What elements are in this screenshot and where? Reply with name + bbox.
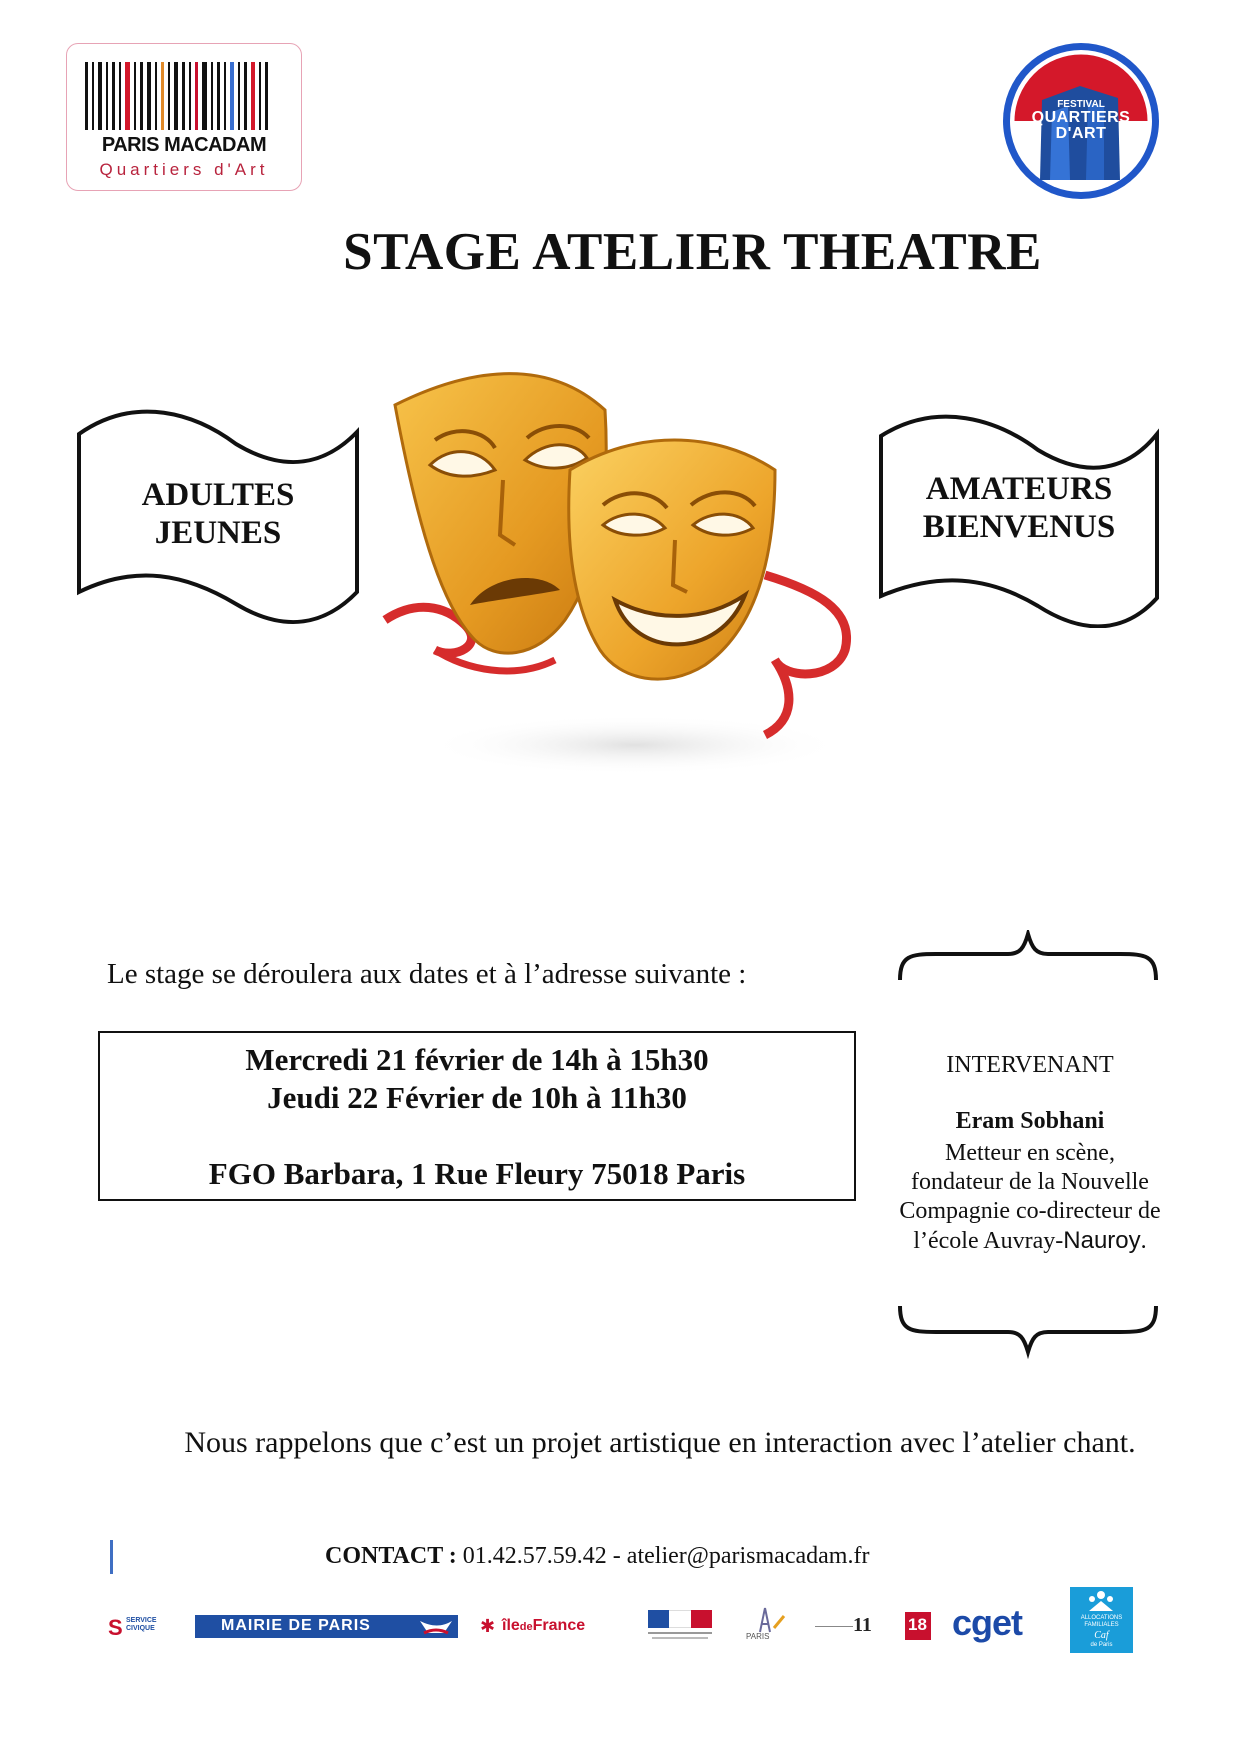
intervenant-desc-line: Compagnie co-directeur de: [899, 1198, 1161, 1224]
schedule-box: [98, 1031, 856, 1201]
paris-text: PARIS: [746, 1632, 770, 1641]
star-icon: ✱: [480, 1616, 496, 1636]
barcode-bar: [224, 62, 226, 130]
republique-francaise-logo: [648, 1610, 712, 1644]
barcode-bar: [168, 62, 170, 130]
caf-text: FAMILIALES: [1084, 1622, 1119, 1628]
barcode-bar: [230, 62, 234, 130]
banner-right-line2: BIENVENUS: [922, 509, 1116, 545]
banner-right-line1: AMATEURS: [925, 471, 1113, 507]
barcode-bar: [259, 62, 261, 130]
divider-mark: [110, 1540, 113, 1574]
barcode-bar: [112, 62, 115, 130]
barcode-bar: [238, 62, 240, 130]
intervenant-name: Eram Sobhani: [955, 1108, 1105, 1134]
brace-bottom-icon: [896, 1300, 1160, 1360]
banner-left-line2: JEUNES: [154, 515, 282, 551]
festival-small-text: FESTIVAL: [1057, 99, 1105, 110]
barcode-bar: [125, 62, 130, 130]
caf-text: de Paris: [1090, 1642, 1113, 1648]
reminder-text: Nous rappelons que c’est un projet artistique en interaction avec l’atelier chant.: [184, 1426, 1136, 1459]
address: FGO Barbara, 1 Rue Fleury 75018 Paris: [208, 1156, 746, 1191]
intervenant-desc-line: fondateur de la Nouvelle: [911, 1169, 1149, 1195]
intervenant-desc-part: .: [1140, 1228, 1147, 1254]
page-title: STAGE ATELIER THEATRE: [343, 223, 1042, 281]
intervenant-heading: INTERVENANT: [946, 1052, 1114, 1078]
caf-text: Caf: [1094, 1630, 1109, 1641]
festival-line2: D'ART: [1055, 125, 1107, 142]
barcode-bar: [265, 62, 268, 130]
date-1: Mercredi 21 février de 14h à 15h30: [245, 1042, 709, 1077]
banner-right: [878, 410, 1160, 628]
mairie-18-logo: [905, 1612, 931, 1640]
festival-logo: [1000, 40, 1162, 202]
barcode-bar: [251, 62, 255, 130]
paris-macadam-name: PARIS MACADAM: [101, 134, 267, 156]
mairie-de-paris-logo: [195, 1615, 458, 1638]
caf-family-icon: [1086, 1589, 1116, 1613]
paris-macadam-subtitle: Quartiers d'Art: [99, 160, 269, 179]
paris-macadam-logo: [66, 43, 302, 191]
banner-left-line1: ADULTES: [141, 477, 295, 513]
contact-line: [325, 1543, 869, 1570]
ship-icon: [418, 1617, 454, 1637]
cget-logo: [952, 1602, 1052, 1642]
intervenant-desc-line: Metteur en scène,: [945, 1140, 1115, 1166]
barcode-bar: [244, 62, 247, 130]
barcode-bar: [155, 62, 157, 130]
barcode-bar: [85, 62, 88, 130]
barcode-bar: [134, 62, 136, 130]
festival-line1: QUARTIERS: [1031, 109, 1131, 126]
ile-de-france-logo: [480, 1616, 615, 1638]
barcode-bar: [161, 62, 164, 130]
barcode-bar: [217, 62, 220, 130]
barcode-bar: [202, 62, 207, 130]
service-civique-text: SERVICE CIVIQUE: [126, 1617, 157, 1632]
barcode-bar: [106, 62, 108, 130]
date-2: Jeudi 22 Février de 10h à 11h30: [267, 1080, 687, 1115]
mairie-18-text: 18: [908, 1615, 927, 1634]
paris-city-logo: [740, 1606, 790, 1646]
idf-part: île: [502, 1617, 520, 1634]
schedule-intro: Le stage se déroulera aux dates et à l’adresse suivante :: [107, 958, 747, 990]
theatre-masks: [375, 360, 875, 800]
caf-logo: [1070, 1587, 1133, 1653]
barcode-bar: [189, 62, 191, 130]
mairie-11-text: 11: [853, 1614, 872, 1636]
paris-tower-icon: [740, 1606, 790, 1634]
intervenant-desc-part: l’école Auvray-: [913, 1228, 1064, 1254]
intervenant-description: [880, 1139, 1180, 1256]
cget-text: cget: [952, 1602, 1023, 1643]
barcode-bar: [195, 62, 198, 130]
banner-left: [76, 404, 360, 624]
barcode-bar: [174, 62, 178, 130]
barcode-bar: [140, 62, 143, 130]
festival-main-text: [1020, 110, 1142, 142]
contact-phone[interactable]: 01.42.57.59.42: [462, 1543, 607, 1569]
barcode-bar: [182, 62, 185, 130]
intervenant-desc-part: Nauroy: [1063, 1227, 1141, 1254]
intervenant-desc-line: [880, 1226, 1180, 1256]
mairie-de-paris-text: MAIRIE DE PARIS: [221, 1617, 371, 1634]
barcode-bar: [211, 62, 213, 130]
barcode-bar: [147, 62, 151, 130]
service-civique-logo: S SERVICE CIVIQUE: [108, 1615, 180, 1641]
barcode-bar: [98, 62, 102, 130]
caf-text: ALLOCATIONS: [1080, 1615, 1123, 1621]
idf-part: de: [519, 1621, 533, 1633]
mairie-11-logo: [815, 1614, 877, 1638]
contact-label: CONTACT :: [325, 1543, 457, 1569]
contact-separator: -: [612, 1543, 621, 1569]
theatre-masks-icon: [375, 360, 875, 800]
idf-part: France: [532, 1617, 586, 1634]
contact-email[interactable]: atelier@parismacadam.fr: [626, 1543, 870, 1569]
barcode-bar: [92, 62, 94, 130]
brace-top-icon: [896, 930, 1160, 990]
barcode-bar: [119, 62, 121, 130]
